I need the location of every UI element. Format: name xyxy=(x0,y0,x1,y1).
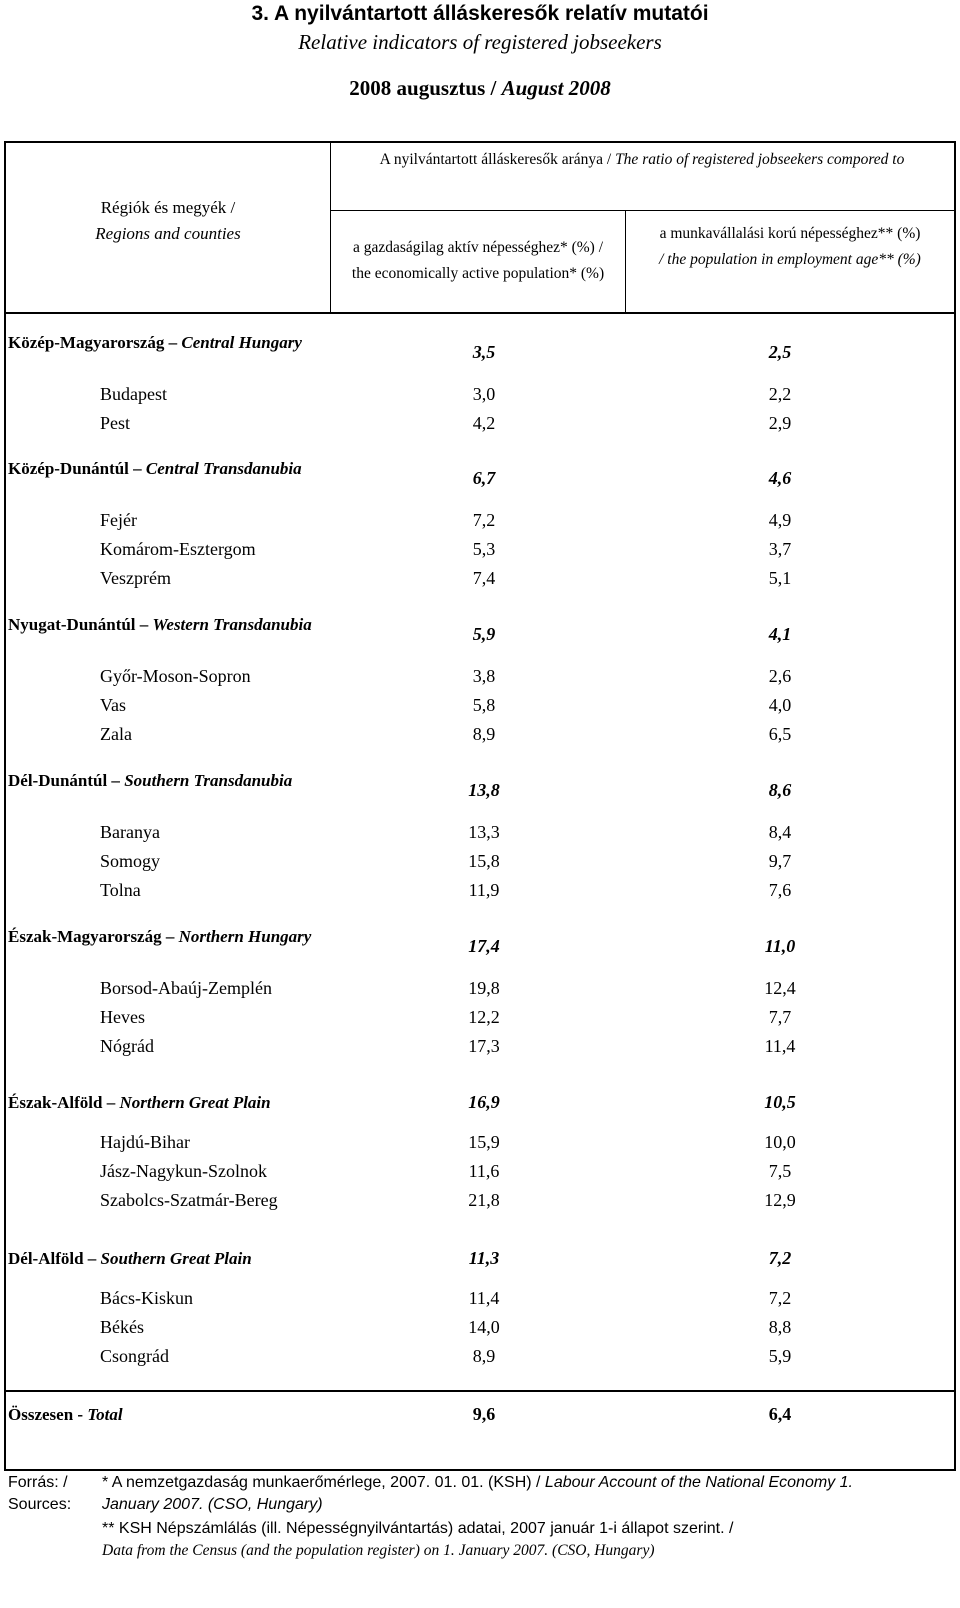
county-value-employment: 5,1 xyxy=(768,568,792,588)
footnote-1-hu: * A nemzetgazdaság munkaerőmérlege, 2007. 01. 01. (KSH) / xyxy=(102,1474,545,1491)
county-value-employment: 3,7 xyxy=(768,539,792,559)
county-value-employment: 7,6 xyxy=(768,880,792,900)
county-value-employment: 2,2 xyxy=(768,384,792,404)
page-subtitle: Relative indicators of registered jobseekers xyxy=(298,30,662,54)
total-label-en: Total xyxy=(87,1405,123,1424)
header-group-hu: A nyilvántartott álláskeresők aránya / xyxy=(379,151,616,168)
county-name: Békés xyxy=(100,1317,144,1337)
county-value-active: 8,9 xyxy=(472,1346,496,1366)
county-value-employment: 5,9 xyxy=(768,1346,792,1366)
county-name: Hajdú-Bihar xyxy=(100,1132,190,1152)
county-name: Vas xyxy=(100,695,126,715)
header-group-en: The ratio of registered jobseekers compored to xyxy=(615,151,905,168)
header-bottom-border xyxy=(4,312,956,314)
header-col2-en: / the population in employment age** (%) xyxy=(659,251,921,268)
table-bottom-border xyxy=(4,1469,956,1471)
total-value-active: 9,6 xyxy=(472,1404,496,1424)
county-name: Csongrád xyxy=(100,1346,169,1366)
region-name xyxy=(8,1090,328,1116)
total-label xyxy=(8,1402,328,1428)
county-value-active: 21,8 xyxy=(468,1190,500,1210)
header-regions-en: Regions and counties xyxy=(95,224,241,243)
county-name: Fejér xyxy=(100,510,137,530)
county-value-active: 17,3 xyxy=(468,1036,500,1056)
county-value-active: 8,9 xyxy=(472,724,496,744)
county-name: Heves xyxy=(100,1007,145,1027)
region-name xyxy=(8,1246,328,1272)
county-value-active: 15,9 xyxy=(468,1132,500,1152)
total-top-border xyxy=(4,1390,956,1392)
county-value-active: 14,0 xyxy=(468,1317,500,1337)
county-value-employment: 2,6 xyxy=(768,666,792,686)
county-value-employment: 4,9 xyxy=(768,510,792,530)
source-label-2: Sources: xyxy=(8,1496,72,1513)
source-label xyxy=(8,1472,71,1516)
header-col2-hu: a munkavállalási korú népességhez** (%) xyxy=(659,225,921,242)
header-regions-hu: Régiók és megyék / xyxy=(100,198,236,217)
county-value-employment: 12,4 xyxy=(764,978,796,998)
table-left-border xyxy=(4,141,6,1471)
table-top-border xyxy=(4,141,956,143)
county-value-employment: 6,5 xyxy=(768,724,792,744)
region-value-employment: 11,0 xyxy=(764,936,796,956)
footnote-2 xyxy=(102,1518,942,1562)
county-value-active: 19,8 xyxy=(468,978,500,998)
region-name-hu: Dél-Alföld – xyxy=(8,1249,97,1268)
total-value-employment: 6,4 xyxy=(768,1404,792,1424)
region-value-employment: 4,1 xyxy=(768,624,792,644)
county-value-employment: 4,0 xyxy=(768,695,792,715)
region-name-hu: Észak-Alföld – xyxy=(8,1093,116,1112)
region-value-employment: 7,2 xyxy=(768,1248,792,1268)
region-value-active: 6,7 xyxy=(472,468,496,488)
county-name: Somogy xyxy=(100,851,161,871)
period-en: August 2008 xyxy=(501,76,611,100)
header-ratio-group xyxy=(334,147,950,173)
county-value-employment: 12,9 xyxy=(764,1190,796,1210)
header-economically-active xyxy=(332,235,624,287)
county-value-employment: 9,7 xyxy=(768,851,792,871)
county-value-employment: 7,2 xyxy=(768,1288,792,1308)
header-col1-hu: a gazdaságilag aktív népességhez* (%) / xyxy=(352,239,604,256)
county-value-employment: 7,7 xyxy=(768,1007,792,1027)
region-name xyxy=(8,768,328,794)
region-name-en: Northern Great Plain xyxy=(119,1093,271,1112)
region-name xyxy=(8,330,328,356)
county-value-active: 11,4 xyxy=(468,1288,500,1308)
county-value-active: 7,4 xyxy=(472,568,496,588)
period-label xyxy=(0,76,960,101)
region-value-active: 13,8 xyxy=(468,780,500,800)
region-name-en: Southern Great Plain xyxy=(100,1249,252,1268)
county-name: Baranya xyxy=(100,822,160,842)
region-name-en: Western Transdanubia xyxy=(152,615,312,634)
group-header-divider xyxy=(330,210,956,211)
county-value-employment: 2,9 xyxy=(768,413,792,433)
region-value-active: 16,9 xyxy=(468,1092,500,1112)
header-column-divider-2 xyxy=(625,210,626,313)
county-value-employment: 8,4 xyxy=(768,822,792,842)
region-value-active: 3,5 xyxy=(472,342,496,362)
region-value-employment: 10,5 xyxy=(764,1092,796,1112)
footnote-1 xyxy=(102,1472,862,1516)
county-value-active: 11,6 xyxy=(468,1161,500,1181)
region-name-hu: Közép-Dunántúl – xyxy=(8,459,142,478)
region-value-active: 17,4 xyxy=(468,936,500,956)
region-value-employment: 8,6 xyxy=(768,780,792,800)
county-value-employment: 7,5 xyxy=(768,1161,792,1181)
county-name: Szabolcs-Szatmár-Bereg xyxy=(100,1190,278,1210)
county-value-active: 15,8 xyxy=(468,851,500,871)
header-column-divider-1 xyxy=(330,141,331,313)
county-name: Veszprém xyxy=(100,568,171,588)
header-col1-en: the economically active population* (%) xyxy=(351,265,605,282)
county-value-employment: 11,4 xyxy=(764,1036,796,1056)
region-name-en: Central Transdanubia xyxy=(145,459,302,478)
county-name: Komárom-Esztergom xyxy=(100,539,256,559)
total-label-hu: Összesen - xyxy=(8,1405,84,1424)
county-value-active: 5,3 xyxy=(472,539,496,559)
table-right-border xyxy=(954,141,956,1471)
county-value-active: 7,2 xyxy=(472,510,496,530)
county-value-active: 5,8 xyxy=(472,695,496,715)
period-hu: 2008 augusztus / xyxy=(349,76,502,100)
footnote-1-en: Labour Account of the National Economy 1. January 2007. (CSO, Hungary) xyxy=(102,1474,853,1513)
county-value-active: 12,2 xyxy=(468,1007,500,1027)
region-name xyxy=(8,456,328,482)
county-name: Jász-Nagykun-Szolnok xyxy=(100,1161,267,1181)
county-value-employment: 10,0 xyxy=(764,1132,796,1152)
region-name-en: Central Hungary xyxy=(181,333,302,352)
page-title: 3. A nyilvántartott álláskeresők relatív mutatói xyxy=(251,2,709,25)
region-value-employment: 2,5 xyxy=(768,342,792,362)
region-name-en: Northern Hungary xyxy=(178,927,312,946)
region-name-hu: Közép-Magyarország – xyxy=(8,333,178,352)
footnote-2-hu: ** KSH Népszámlálás (ill. Népességnyilvántartás) adatai, 2007 január 1-i állapot szerint. / xyxy=(102,1520,734,1537)
region-value-employment: 4,6 xyxy=(768,468,792,488)
county-value-active: 4,2 xyxy=(472,413,496,433)
county-value-active: 3,0 xyxy=(472,384,496,404)
county-name: Tolna xyxy=(100,880,141,900)
region-value-active: 11,3 xyxy=(468,1248,500,1268)
county-value-active: 11,9 xyxy=(468,880,500,900)
county-name: Zala xyxy=(100,724,132,744)
region-value-active: 5,9 xyxy=(472,624,496,644)
county-name: Győr-Moson-Sopron xyxy=(100,666,251,686)
county-value-active: 3,8 xyxy=(472,666,496,686)
source-label-1: Forrás: / xyxy=(8,1474,68,1491)
county-name: Nógrád xyxy=(100,1036,154,1056)
county-value-active: 13,3 xyxy=(468,822,500,842)
county-name: Budapest xyxy=(100,384,167,404)
region-name-en: Southern Transdanubia xyxy=(124,771,293,790)
region-name xyxy=(8,924,328,950)
county-name: Pest xyxy=(100,413,131,433)
footnote-2-en: Data from the Census (and the population register) on 1. January 2007. (CSO, Hungary) xyxy=(102,1542,655,1559)
county-name: Bács-Kiskun xyxy=(100,1288,193,1308)
header-regions xyxy=(6,195,330,247)
region-name-hu: Dél-Dunántúl – xyxy=(8,771,120,790)
header-employment-age xyxy=(628,221,952,273)
region-name-hu: Észak-Magyarország – xyxy=(8,927,175,946)
region-name-hu: Nyugat-Dunántúl – xyxy=(8,615,149,634)
region-name xyxy=(8,612,328,638)
county-value-employment: 8,8 xyxy=(768,1317,792,1337)
county-name: Borsod-Abaúj-Zemplén xyxy=(100,978,272,998)
